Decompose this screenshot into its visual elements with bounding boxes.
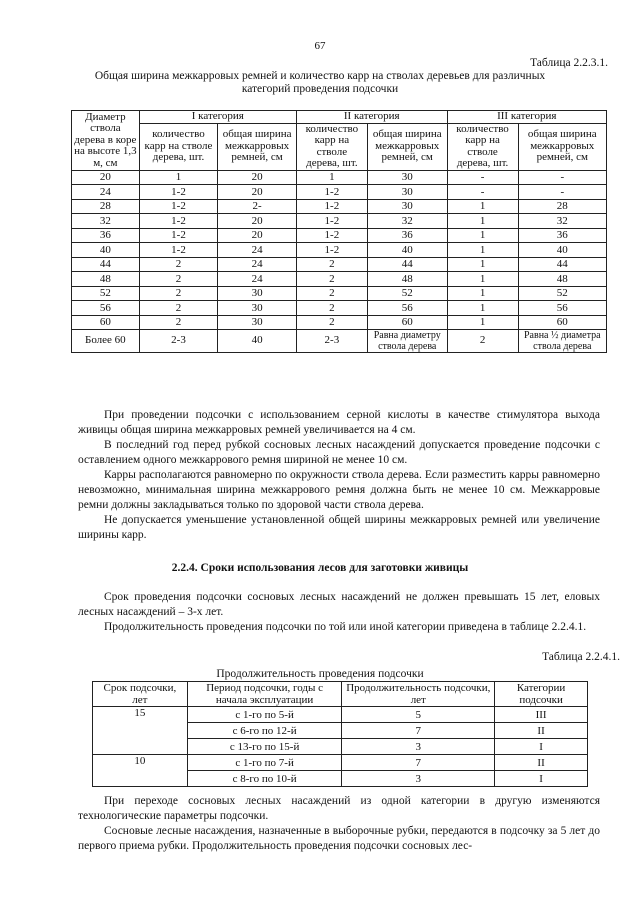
cell-diameter: 44 <box>72 257 140 272</box>
table-carr-widths <box>71 110 607 353</box>
cell-term: 10 <box>93 755 188 787</box>
table-row <box>93 707 588 723</box>
cell: 40 <box>218 330 297 353</box>
cell: 1-2 <box>139 243 218 258</box>
cell: 28 <box>518 199 606 214</box>
cell: 1 <box>447 214 518 229</box>
table1-label: Таблица 2.2.3.1. <box>530 57 608 69</box>
paragraph: Не допускается уменьшение установленной общей ширины межкарровых ремней или увеличение ширины карр. <box>78 514 600 541</box>
cell: - <box>518 185 606 200</box>
cell-diameter: Более 60 <box>72 330 140 353</box>
header-width-3: общая ширина межкарровых ремней, см <box>518 123 606 170</box>
paragraph: При переходе сосновых лесных насаждений из одной категории в другую изменяются технологические параметры подсочки. <box>78 795 600 822</box>
cell-diameter: 40 <box>72 243 140 258</box>
cell: 36 <box>367 228 447 243</box>
header-count-2: количество карр на стволе дерева, шт. <box>296 123 367 170</box>
table1-caption: Общая ширина межкарровых ремней и количество карр на стволах деревьев для различных категорий проведения подсочки <box>94 70 546 95</box>
cell-diameter: 28 <box>72 199 140 214</box>
header-count-3: количество карр на стволе дерева, шт. <box>447 123 518 170</box>
cell: 2 <box>139 315 218 330</box>
table-row <box>72 228 607 243</box>
cell: Равна ½ диаметра ствола дерева <box>518 330 606 353</box>
cell: 2 <box>447 330 518 353</box>
page-number: 67 <box>314 40 326 52</box>
header-width-2: общая ширина межкарровых ремней, см <box>367 123 447 170</box>
cell: с 1-го по 7-й <box>187 755 342 771</box>
paragraph: Карры располагаются равномерно по окружности ствола дерева. Если разместить карры равномерно невозможно, минимальная ширина межкаррового ремня должна быть не менее 10 см. Межкарровые ремни должны закладываться только по здоровой части ствола дерева. <box>78 469 600 511</box>
cell: 24 <box>218 257 297 272</box>
cell: 1-2 <box>296 199 367 214</box>
cell: 5 <box>342 707 495 723</box>
cell: 1-2 <box>139 185 218 200</box>
table-row <box>72 257 607 272</box>
cell: 2 <box>139 301 218 316</box>
cell: 20 <box>218 228 297 243</box>
body-text-3 <box>78 794 600 854</box>
header-width-1: общая ширина межкарровых ремней, см <box>218 123 297 170</box>
cell: 1 <box>447 257 518 272</box>
paragraph: В последний год перед рубкой сосновых лесных насаждений допускается проведение подсочки с оставлением одного межкаррового ремня шириной не менее 10 см. <box>78 439 600 466</box>
cell-diameter: 20 <box>72 170 140 185</box>
cell: с 6-го по 12-й <box>187 723 342 739</box>
cell: 3 <box>342 739 495 755</box>
cell: 1 <box>296 170 367 185</box>
cell: 48 <box>367 272 447 287</box>
cell: 2-3 <box>296 330 367 353</box>
cell: - <box>518 170 606 185</box>
cell: II <box>495 723 588 739</box>
header-duration: Продолжительность подсочки, лет <box>342 682 495 707</box>
cell: Равна диаметру ствола дерева <box>367 330 447 353</box>
cell: 1-2 <box>139 214 218 229</box>
cell: с 13-го по 15-й <box>187 739 342 755</box>
cell-diameter: 52 <box>72 286 140 301</box>
cell: 24 <box>218 272 297 287</box>
cell: 60 <box>518 315 606 330</box>
cell: 1-2 <box>296 243 367 258</box>
cell: 1 <box>139 170 218 185</box>
cell: 20 <box>218 170 297 185</box>
cell: 2 <box>296 286 367 301</box>
table2-caption: Продолжительность проведения подсочки <box>216 668 424 680</box>
cell-diameter: 36 <box>72 228 140 243</box>
cell: 2-3 <box>139 330 218 353</box>
table1-body <box>72 170 607 330</box>
cell: 1-2 <box>296 228 367 243</box>
cell-diameter: 48 <box>72 272 140 287</box>
cell: 32 <box>518 214 606 229</box>
cell: 1-2 <box>139 199 218 214</box>
paragraph: Срок проведения подсочки сосновых лесных насаждений не должен превышать 15 лет, еловых лесных насаждений – 3-х лет. <box>78 591 600 618</box>
header-term: Срок подсочки, лет <box>93 682 188 707</box>
cell: 40 <box>367 243 447 258</box>
cell: 60 <box>367 315 447 330</box>
table-row <box>72 301 607 316</box>
cell: 40 <box>518 243 606 258</box>
cell: 1 <box>447 243 518 258</box>
header-category: Категории подсочки <box>495 682 588 707</box>
cell: 56 <box>367 301 447 316</box>
cell: с 1-го по 5-й <box>187 707 342 723</box>
cell: 56 <box>518 301 606 316</box>
table-row <box>72 272 607 287</box>
paragraph: При проведении подсочки с использованием серной кислоты в качестве стимулятора выхода живицы общая ширина межкарровых ремней увеличивается на 4 см. <box>78 409 600 436</box>
cell: 2 <box>296 272 367 287</box>
table-row <box>72 170 607 185</box>
cell: 7 <box>342 755 495 771</box>
cell: 44 <box>367 257 447 272</box>
cell: 30 <box>218 286 297 301</box>
cell: 36 <box>518 228 606 243</box>
table-row <box>72 214 607 229</box>
cell: 1 <box>447 286 518 301</box>
cell: 48 <box>518 272 606 287</box>
table-row <box>72 185 607 200</box>
cell: 44 <box>518 257 606 272</box>
header-period: Период подсочки, годы с начала эксплуатации <box>187 682 342 707</box>
cell: 30 <box>218 301 297 316</box>
cell: 30 <box>367 199 447 214</box>
cell: 1 <box>447 272 518 287</box>
cell: 2 <box>296 315 367 330</box>
header-diameter: Диаметр ствола дерева в коре на высоте 1,3 м, см <box>72 111 140 171</box>
cell: 30 <box>218 315 297 330</box>
table-row <box>72 286 607 301</box>
cell: 52 <box>518 286 606 301</box>
cell: с 8-го по 10-й <box>187 771 342 787</box>
paragraph: Сосновые лесные насаждения, назначенные в выборочные рубки, передаются в подсочку за 5 лет до первого приема рубки. Продолжительность проведения подсочки сосновых лес- <box>78 825 600 852</box>
cell: 7 <box>342 723 495 739</box>
table-row <box>72 199 607 214</box>
cell: 24 <box>218 243 297 258</box>
cell: 30 <box>367 170 447 185</box>
cell: 2 <box>139 272 218 287</box>
paragraph: Продолжительность проведения подсочки по той или иной категории приведена в таблице 2.2.4.1. <box>104 621 587 633</box>
header-category-2: II категория <box>296 111 447 124</box>
cell: 2 <box>296 301 367 316</box>
cell: 2 <box>139 257 218 272</box>
table-row <box>93 755 588 771</box>
cell: 32 <box>367 214 447 229</box>
cell: 1 <box>447 301 518 316</box>
cell: 2 <box>139 286 218 301</box>
cell: 1-2 <box>296 185 367 200</box>
body-text-1 <box>78 408 600 543</box>
cell: - <box>447 170 518 185</box>
cell: 20 <box>218 185 297 200</box>
cell: 1-2 <box>139 228 218 243</box>
cell: 1 <box>447 199 518 214</box>
cell: I <box>495 771 588 787</box>
cell-term: 15 <box>93 707 188 755</box>
cell: 20 <box>218 214 297 229</box>
cell-diameter: 24 <box>72 185 140 200</box>
cell-diameter: 56 <box>72 301 140 316</box>
table-tapping-duration <box>92 681 588 787</box>
cell-diameter: 60 <box>72 315 140 330</box>
header-category-3: III категория <box>447 111 606 124</box>
cell: 52 <box>367 286 447 301</box>
cell: - <box>447 185 518 200</box>
cell: I <box>495 739 588 755</box>
cell: 30 <box>367 185 447 200</box>
cell: 1 <box>447 315 518 330</box>
header-category-1: I категория <box>139 111 296 124</box>
cell: II <box>495 755 588 771</box>
header-count-1: количество карр на стволе дерева, шт. <box>139 123 218 170</box>
cell: III <box>495 707 588 723</box>
cell: 1-2 <box>296 214 367 229</box>
cell: 2- <box>218 199 297 214</box>
table-row <box>72 315 607 330</box>
body-text-2 <box>78 590 600 635</box>
cell-diameter: 32 <box>72 214 140 229</box>
cell: 1 <box>447 228 518 243</box>
table-row-over-60 <box>72 330 607 353</box>
table-row <box>72 243 607 258</box>
cell: 2 <box>296 257 367 272</box>
section-heading: 2.2.4. Сроки использования лесов для заготовки живицы <box>171 562 469 574</box>
table2-label: Таблица 2.2.4.1. <box>542 651 620 663</box>
cell: 3 <box>342 771 495 787</box>
